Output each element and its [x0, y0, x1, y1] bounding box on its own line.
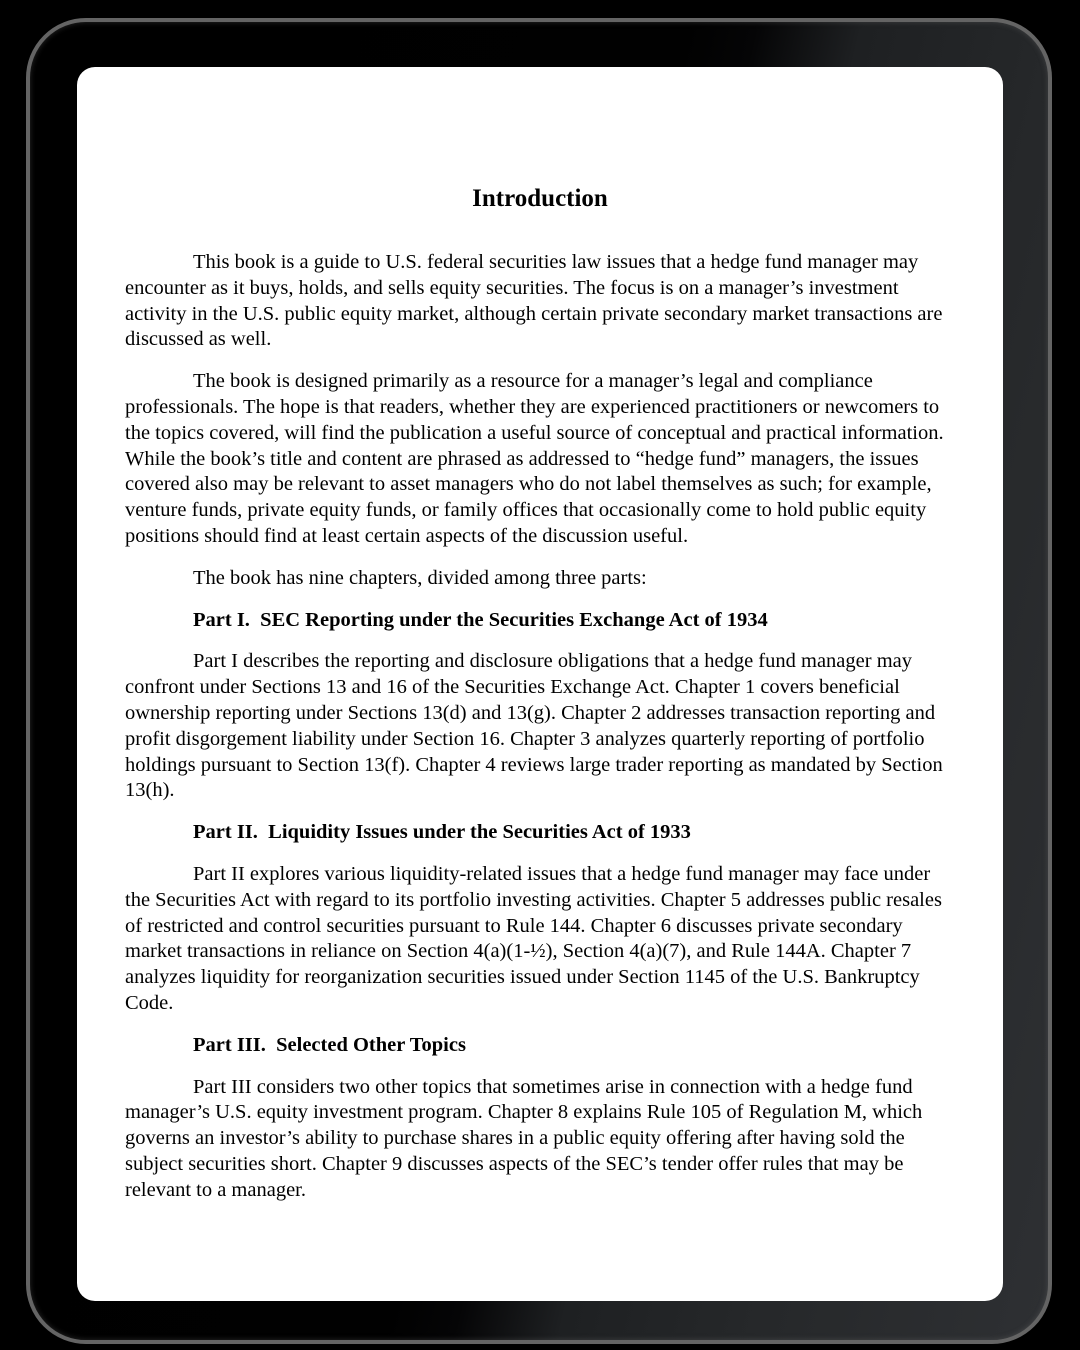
- intro-paragraph-1: This book is a guide to U.S. federal securities law issues that a hedge fund manager may encounter as it buys, holds, and sells equity securities. The focus is on a manager’s investment activity in the U.S. public equity market, although certain private secondary market transactions are discussed as well.: [125, 251, 943, 351]
- document-page: [77, 67, 1003, 1301]
- document-title: Introduction: [472, 185, 608, 212]
- part-3-heading: Part III. Selected Other Topics: [193, 1033, 466, 1056]
- tablet-screen: [77, 67, 1003, 1301]
- part-3-paragraph: Part III considers two other topics that sometimes arise in connection with a hedge fund manager’s U.S. equity investment program. Chapter 8 explains Rule 105 of Regulation M, which governs an investor’s ability to purchase shares in a public equity offering after having sold the subject securities short. Chapter 9 discusses aspects of the SEC’s tender offer rules that may be relevant to a manager.: [125, 1075, 923, 1201]
- intro-paragraph-2: The book is designed primarily as a resource for a manager’s legal and compliance professionals. The hope is that readers, whether they are experienced practitioners or newcomers to the topics covered, will find the publication a useful source of conceptual and practical information. While the book’s title and content are phrased as addressed to “hedge fund” managers, the issues covered also may be relevant to asset managers who do not label themselves as such; for example, venture funds, private equity funds, or family offices that occasionally come to hold public equity positions should find at least certain aspects of the discussion useful.: [125, 370, 944, 547]
- part-1-heading: Part I. SEC Reporting under the Securities Exchange Act of 1934: [193, 608, 768, 631]
- intro-paragraph-3: The book has nine chapters, divided among three parts:: [193, 566, 647, 589]
- part-2-paragraph: Part II explores various liquidity-related issues that a hedge fund manager may face under the Securities Act with regard to its portfolio investing activities. Chapter 5 addresses public resales of restricted and control securities pursuant to Rule 144. Chapter 6 discusses private secondary market transactions in reliance on Section 4(a)(1-½), Section 4(a)(7), and Rule 144A. Chapter 7 analyzes liquidity for reorganization securities issued under Section 1145 of the U.S. Bankruptcy Code.: [125, 862, 942, 1014]
- part-2-heading: Part II. Liquidity Issues under the Securities Act of 1933: [193, 821, 691, 844]
- tablet-frame: [26, 18, 1052, 1344]
- part-1-paragraph: Part I describes the reporting and disclosure obligations that a hedge fund manager may confront under Sections 13 and 16 of the Securities Exchange Act. Chapter 1 covers beneficial ownership reporting under Sections 13(d) and 13(g). Chapter 2 addresses transaction reporting and profit disgorgement liability under Section 16. Chapter 3 analyzes quarterly reporting of portfolio holdings pursuant to Section 13(f). Chapter 4 reviews large trader reporting as mandated by Section 13(h).: [125, 650, 943, 802]
